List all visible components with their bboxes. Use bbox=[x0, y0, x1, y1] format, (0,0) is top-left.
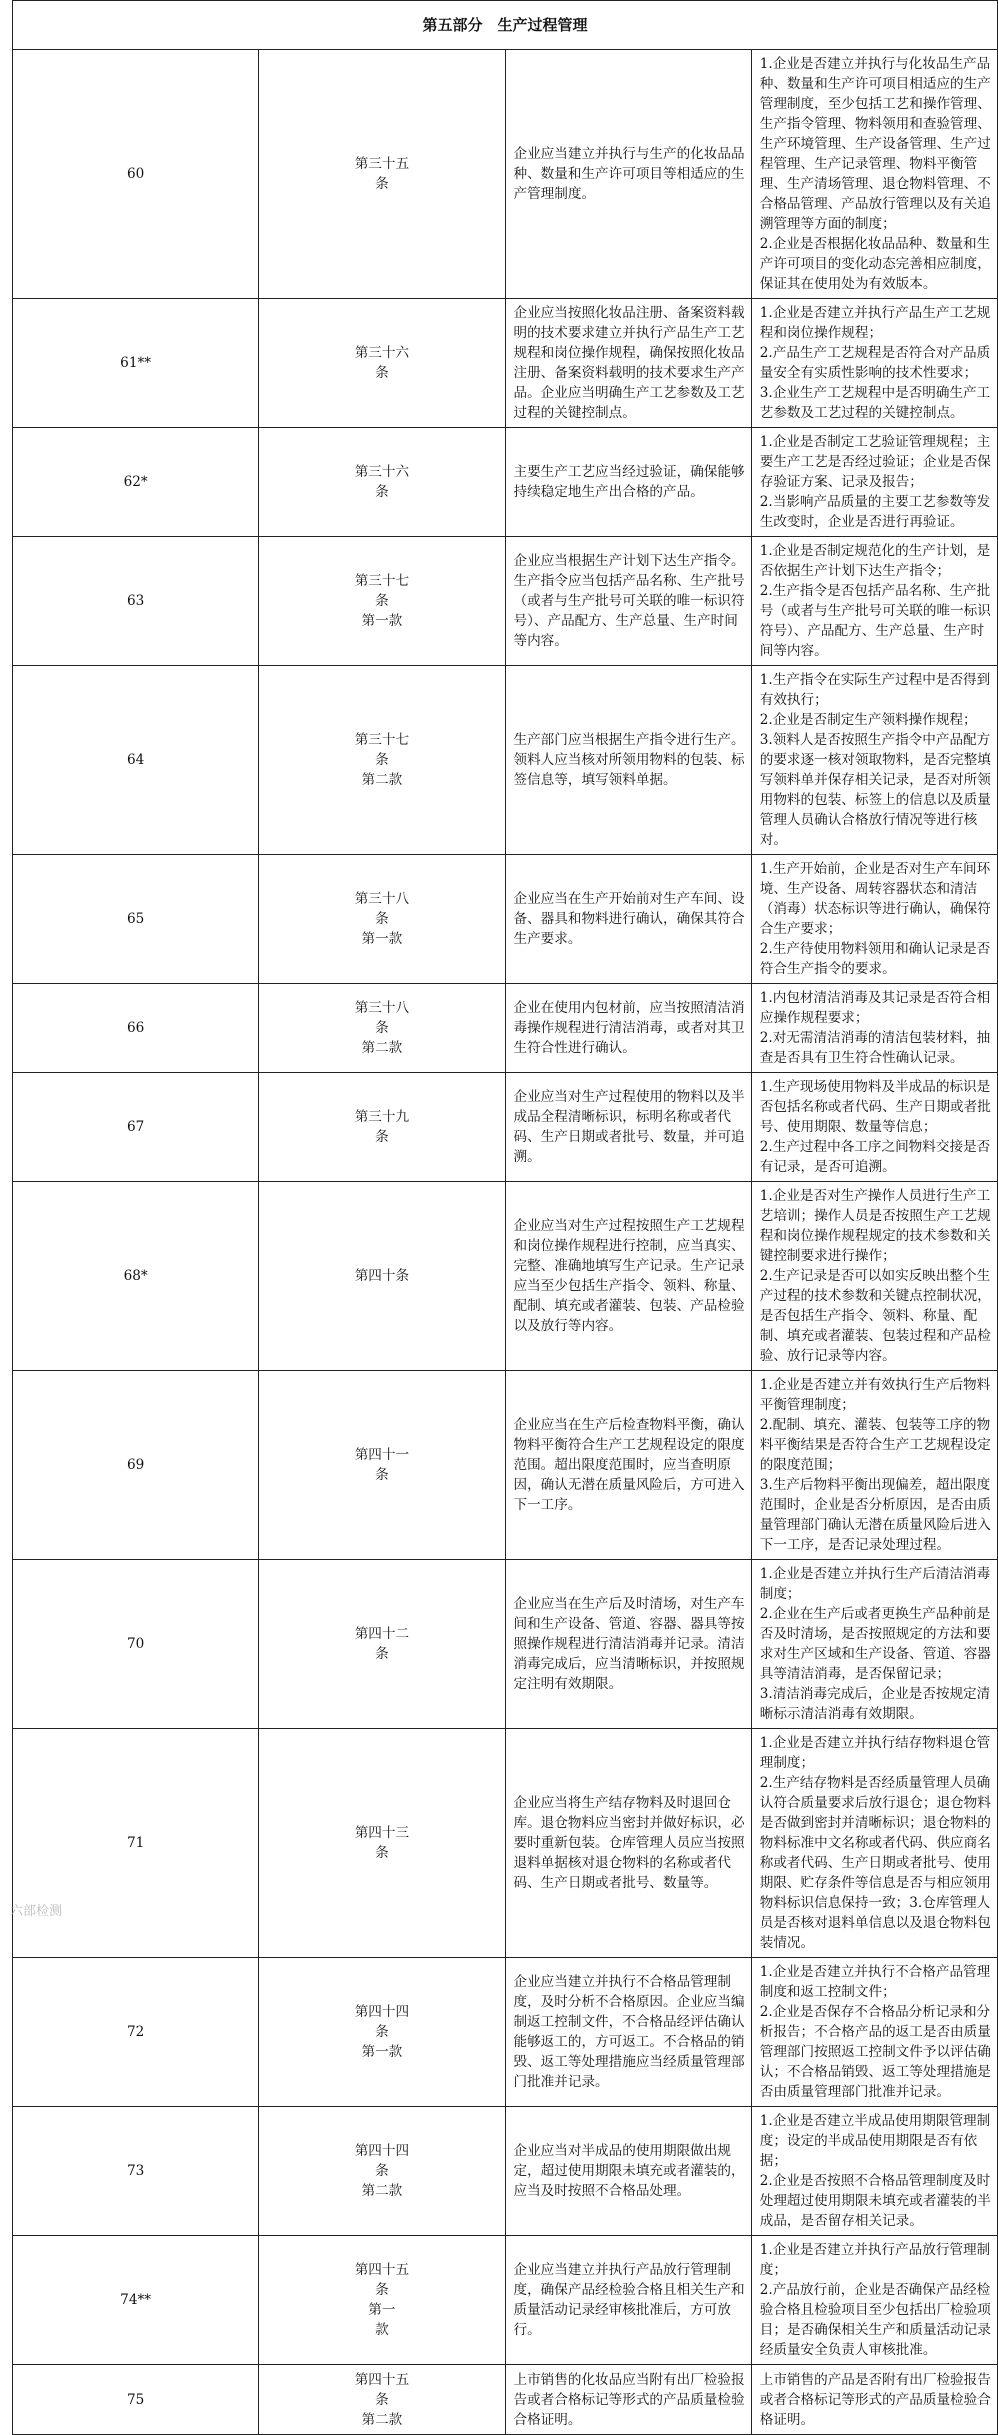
article-line: 款 bbox=[375, 2322, 389, 2338]
requirement-text: 企业应当按照化妆品注册、备案资料载明的技术要求建立并执行产品生产工艺规程和岗位操作规程，确保按照化妆品注册、备案资料载明的技术要求生产产品。企业应当明确生产工艺参数及工艺过程的关键控制点。 bbox=[505, 299, 751, 428]
check-item: 3.生产后物料平衡出现偏差，超出限度范围时，企业是否分析原因，是否由质量管理部门确认无潜在质量风险后进入下一工序，是否记录处理过程。 bbox=[759, 1477, 991, 1553]
article-line: 条 bbox=[375, 593, 389, 609]
article-line: 第四十条 bbox=[354, 1268, 410, 1284]
article-line: 条 bbox=[375, 365, 389, 381]
article-line: 第二款 bbox=[361, 2411, 403, 2428]
check-item: 2.企业在生产后或者更换生产品种前是否及时清场，是否按照规定的方法和要求对生产区域和生产设备、管道、容器具等清洁消毒，是否保留记录； bbox=[759, 1606, 991, 1682]
inspection-checks bbox=[751, 428, 997, 537]
table-row bbox=[13, 1958, 998, 2107]
item-number: 66 bbox=[13, 984, 259, 1073]
article-line: 条 bbox=[375, 2391, 389, 2408]
check-item: 1.企业是否建立并执行生产后清洁消毒制度； bbox=[759, 1566, 991, 1602]
requirement-text: 企业应当在生产后检查物料平衡，确认物料平衡符合生产工艺规程设定的限度范围。超出限度范围时，应当查明原因，确认无潜在质量风险后，方可进入下一工序。 bbox=[505, 1371, 751, 1560]
table-row bbox=[13, 299, 998, 428]
check-item: 1.企业是否建立并执行产品放行管理制度； bbox=[759, 2242, 991, 2278]
article-reference bbox=[259, 1958, 505, 2107]
check-item: 1.生产指令在实际生产过程中是否得到有效执行； bbox=[759, 672, 991, 708]
check-item: 1.企业是否建立并执行不合格产品管理制度和返工控制文件； bbox=[759, 1964, 991, 2000]
inspection-checks bbox=[751, 1371, 997, 1560]
article-line: 条 bbox=[375, 2024, 389, 2040]
table-row bbox=[13, 1729, 998, 1958]
inspection-checks bbox=[751, 1729, 997, 1958]
table-row bbox=[13, 666, 998, 855]
requirement-text: 企业在使用内包材前，应当按照清洁消毒操作规程进行清洁消毒，或者对其卫生符合性进行确认。 bbox=[505, 984, 751, 1073]
inspection-table bbox=[12, 0, 998, 2435]
check-item: 1.企业是否建立并执行结存物料退仓管理制度； bbox=[759, 1735, 991, 1771]
article-line: 第三十八 bbox=[354, 891, 410, 907]
article-line: 第一款 bbox=[361, 2044, 403, 2060]
table-body bbox=[13, 50, 998, 2435]
article-line: 第三十六 bbox=[354, 345, 410, 361]
check-item: 2.生产指令是否包括产品名称、生产批号（或者与生产批号可关联的唯一标识符号）、产品配方、生产总量、生产时间等内容。 bbox=[759, 583, 991, 659]
requirement-text: 企业应当建立并执行产品放行管理制度，确保产品经检验合格且相关生产和质量活动记录经审核批准后，方可放行。 bbox=[505, 2236, 751, 2365]
inspection-table-sheet bbox=[12, 0, 998, 2435]
article-line: 第三十六 bbox=[354, 464, 410, 480]
check-item: 1.企业是否建立并有效执行生产后物料平衡管理制度； bbox=[759, 1377, 991, 1413]
article-reference bbox=[259, 2365, 505, 2435]
item-number: 64 bbox=[13, 666, 259, 855]
table-row bbox=[13, 537, 998, 666]
article-reference bbox=[259, 984, 505, 1073]
item-number: 69 bbox=[13, 1371, 259, 1560]
table-row bbox=[13, 2365, 998, 2435]
check-item: 2.配制、填充、灌装、包装等工序的物料平衡结果是否符合生产工艺规程设定的限度范围； bbox=[759, 1417, 991, 1473]
requirement-text: 企业应当根据生产计划下达生产指令。生产指令应当包括产品名称、生产批号（或者与生产批号可关联的唯一标识符号）、产品配方、生产总量、生产时间等内容。 bbox=[505, 537, 751, 666]
article-line: 第三十七 bbox=[354, 732, 410, 748]
article-line: 第一款 bbox=[361, 613, 403, 629]
item-number: 61** bbox=[13, 299, 259, 428]
requirement-text: 企业应当建立并执行与生产的化妆品品种、数量和生产许可项目等相适应的生产管理制度。 bbox=[505, 50, 751, 299]
inspection-checks bbox=[751, 1560, 997, 1729]
table-row bbox=[13, 2107, 998, 2236]
article-line: 条 bbox=[375, 2163, 389, 2179]
check-item: 1.企业是否建立并执行产品生产工艺规程和岗位操作规程； bbox=[759, 305, 991, 341]
section-header-row bbox=[13, 1, 998, 50]
article-line: 第四十五 bbox=[354, 2262, 410, 2278]
article-line: 条 bbox=[375, 1129, 389, 1145]
check-item: 1.内包材清洁消毒及其记录是否符合相应操作规程要求； bbox=[759, 990, 991, 1026]
article-line: 第三十九 bbox=[354, 1109, 410, 1125]
section-title: 第五部分 生产过程管理 bbox=[13, 1, 998, 50]
table-row bbox=[13, 984, 998, 1073]
article-reference bbox=[259, 2107, 505, 2236]
article-reference bbox=[259, 855, 505, 984]
check-item: 2.产品放行前，企业是否确保产品经检验合格且检验项目至少包括出厂检验项目；是否确保相关生产和质量活动记录经质量安全负责人审核批准。 bbox=[759, 2282, 991, 2358]
check-item: 1.企业是否建立半成品使用期限管理制度；设定的半成品使用期限是否有依据； bbox=[759, 2113, 991, 2169]
inspection-checks bbox=[751, 855, 997, 984]
item-number: 63 bbox=[13, 537, 259, 666]
item-number: 62* bbox=[13, 428, 259, 537]
item-number: 75 bbox=[13, 2365, 259, 2435]
article-reference bbox=[259, 1560, 505, 1729]
check-item: 1.企业是否对生产操作人员进行生产工艺培训；操作人员是否按照生产工艺规程和岗位操作规程规定的技术参数和关键控制要求进行操作； bbox=[759, 1188, 991, 1264]
inspection-checks bbox=[751, 2107, 997, 2236]
article-line: 第三十五 bbox=[354, 156, 410, 172]
article-line: 第四十四 bbox=[354, 2004, 410, 2020]
inspection-checks bbox=[751, 1958, 997, 2107]
requirement-text: 上市销售的化妆品应当附有出厂检验报告或者合格标记等形式的产品质量检验合格证明。 bbox=[505, 2365, 751, 2435]
requirement-text: 企业应当对生产过程按照生产工艺规程和岗位操作规程进行控制，应当真实、完整、准确地填写生产记录。生产记录应当至少包括生产指令、领料、称量、配制、填充或者灌装、包装、产品检验以及放行等内容。 bbox=[505, 1182, 751, 1371]
table-row bbox=[13, 2236, 998, 2365]
article-reference bbox=[259, 1073, 505, 1182]
article-line: 第二款 bbox=[361, 1040, 403, 1056]
inspection-checks bbox=[751, 2236, 997, 2365]
inspection-checks bbox=[751, 50, 997, 299]
item-number: 67 bbox=[13, 1073, 259, 1182]
check-item: 上市销售的产品是否附有出厂检验报告或者合格标记等形式的产品质量检验合格证明。 bbox=[759, 2371, 991, 2428]
check-item: 2.企业是否根据化妆品品种、数量和生产许可项目的变化动态完善相应制度，保证其在使用处为有效版本。 bbox=[759, 236, 991, 292]
table-row bbox=[13, 1182, 998, 1371]
article-line: 第二款 bbox=[361, 772, 403, 788]
inspection-checks bbox=[751, 1073, 997, 1182]
item-number: 73 bbox=[13, 2107, 259, 2236]
requirement-text: 企业应当将生产结存物料及时退回仓库。退仓物料应当密封并做好标识，必要时重新包装。仓库管理人员应当按照退料单据核对退仓物料的名称或者代码、生产日期或者批号、数量等。 bbox=[505, 1729, 751, 1958]
check-item: 2.企业是否保存不合格品分析记录和分析报告；不合格产品的返工是否由质量管理部门按照返工控制文件予以评估确认；不合格品销毁、返工等处理措施是否由质量管理部门批准并记录。 bbox=[759, 2004, 991, 2100]
item-number: 65 bbox=[13, 855, 259, 984]
inspection-checks bbox=[751, 2365, 997, 2435]
check-item: 2.对无需清洁消毒的清洁包装材料，抽查是否具有卫生符合性确认记录。 bbox=[759, 1030, 991, 1066]
inspection-checks bbox=[751, 1182, 997, 1371]
inspection-checks bbox=[751, 666, 997, 855]
article-reference bbox=[259, 1371, 505, 1560]
article-line: 第二款 bbox=[361, 2183, 403, 2199]
article-reference bbox=[259, 537, 505, 666]
article-line: 条 bbox=[375, 484, 389, 500]
requirement-text: 生产部门应当根据生产指令进行生产。领料人应当核对所领用物料的包装、标签信息等，填写领料单据。 bbox=[505, 666, 751, 855]
article-line: 条 bbox=[375, 176, 389, 192]
requirement-text: 企业应当对生产过程使用的物料以及半成品全程清晰标识，标明名称或者代码、生产日期或者批号、数量，并可追溯。 bbox=[505, 1073, 751, 1182]
article-line: 条 bbox=[375, 1845, 389, 1861]
check-item: 3.领料人是否按照生产指令中产品配方的要求逐一核对领取物料，是否完整填写领料单并保存相关记录，是否对所领用物料的包装、标签上的信息以及质量管理人员确认合格放行情况等进行核对。 bbox=[759, 732, 991, 848]
article-reference bbox=[259, 1182, 505, 1371]
article-reference bbox=[259, 666, 505, 855]
requirement-text: 企业应当对半成品的使用期限做出规定，超过使用期限未填充或者灌装的，应当及时按照不合格品处理。 bbox=[505, 2107, 751, 2236]
check-item: 3.企业生产工艺规程中是否明确生产工艺参数及工艺过程的关键控制点。 bbox=[759, 385, 991, 421]
check-item: 2.产品生产工艺规程是否符合对产品质量安全有实质性影响的技术性要求； bbox=[759, 345, 991, 381]
check-item: 2.生产过程中各工序之间物料交接是否有记录，是否可追溯。 bbox=[759, 1139, 991, 1175]
table-row bbox=[13, 855, 998, 984]
requirement-text: 企业应当建立并执行不合格品管理制度，及时分析不合格原因。企业应当编制返工控制文件，不合格品经评估确认能够返工的，方可返工。不合格品的销毁、返工等处理措施应当经质量管理部门批准并记录。 bbox=[505, 1958, 751, 2107]
article-line: 条 bbox=[375, 1646, 389, 1662]
article-line: 第三十七 bbox=[354, 573, 410, 589]
check-item: 2.生产记录是否可以如实反映出整个生产过程的技术参数和关键点控制状况，是否包括生产指令、领料、称量、配制、填充或者灌装、包装过程和产品检验、放行记录等内容。 bbox=[759, 1268, 991, 1364]
requirement-text: 企业应当在生产后及时清场，对生产车间和生产设备、管道、容器、器具等按照操作规程进行清洁消毒并记录。清洁消毒完成后，应当清晰标识，并按照规定注明有效期限。 bbox=[505, 1560, 751, 1729]
article-line: 第四十三 bbox=[354, 1825, 410, 1841]
item-number: 72 bbox=[13, 1958, 259, 2107]
article-reference bbox=[259, 428, 505, 537]
article-line: 条 bbox=[375, 911, 389, 927]
article-line: 第四十四 bbox=[354, 2143, 410, 2159]
article-reference bbox=[259, 50, 505, 299]
check-item: 2.企业是否按照不合格品管理制度及时处理超过使用期限未填充或者灌装的半成品，是否留存相关记录。 bbox=[759, 2173, 991, 2229]
article-reference bbox=[259, 299, 505, 428]
table-row bbox=[13, 428, 998, 537]
article-line: 第一 bbox=[368, 2302, 396, 2318]
article-line: 第三十八 bbox=[354, 1000, 410, 1016]
requirement-text: 企业应当在生产开始前对生产车间、设备、器具和物料进行确认，确保其符合生产要求。 bbox=[505, 855, 751, 984]
check-item: 2.生产待使用物料领用和确认记录是否符合生产指令的要求。 bbox=[759, 941, 991, 977]
check-item: 2.企业是否制定生产领料操作规程； bbox=[759, 712, 977, 728]
article-line: 条 bbox=[375, 752, 389, 768]
inspection-checks bbox=[751, 537, 997, 666]
check-item: 2.当影响产品质量的主要工艺参数等发生改变时，企业是否进行再验证。 bbox=[759, 494, 991, 530]
check-item: 1.企业是否制定规范化的生产计划，是否依据生产计划下达生产指令； bbox=[759, 543, 991, 579]
check-item: 2.生产结存物料是否经质量管理人员确认符合质量要求后放行退仓；退仓物料是否做到密封并清晰标识；退仓物料的物料标准中文名称或者代码、供应商名称或者代码、生产日期或者批号、使用期限、贮存条件等信息是否与相应领用物料标识信息保持一致；3.仓库管理人员是否核对退料单信息以及退仓物料包装情况。 bbox=[759, 1775, 991, 1951]
article-line: 第一款 bbox=[361, 931, 403, 947]
table-row bbox=[13, 1073, 998, 1182]
article-line: 条 bbox=[375, 2282, 389, 2298]
inspection-checks bbox=[751, 299, 997, 428]
item-number: 74** bbox=[13, 2236, 259, 2365]
article-line: 第四十二 bbox=[354, 1626, 410, 1642]
article-line: 第四十一 bbox=[354, 1447, 410, 1463]
table-row bbox=[13, 50, 998, 299]
check-item: 1.生产开始前，企业是否对生产车间环境、生产设备、周转容器状态和清洁（消毒）状态标识等进行确认，确保符合生产要求； bbox=[759, 861, 991, 937]
requirement-text: 主要生产工艺应当经过验证，确保能够持续稳定地生产出合格的产品。 bbox=[505, 428, 751, 537]
table-row bbox=[13, 1371, 998, 1560]
check-item: 1.生产现场使用物料及半成品的标识是否包括名称或者代码、生产日期或者批号、使用期限、数量等信息； bbox=[759, 1079, 991, 1135]
article-line: 条 bbox=[375, 1020, 389, 1036]
article-reference bbox=[259, 1729, 505, 1958]
item-number: 71 bbox=[13, 1729, 259, 1958]
check-item: 1.企业是否建立并执行与化妆品生产品种、数量和生产许可项目相适应的生产管理制度，至少包括工艺和操作管理、生产指令管理、物料领用和查验管理、生产环境管理、生产设备管理、生产过程管理、生产记录管理、物料平衡管理、生产清场管理、退仓物料管理、不合格品管理、产品放行管理以及有关追溯管理等方面的制度； bbox=[759, 56, 991, 232]
check-item: 3.清洁消毒完成后，企业是否按规定清晰标示清洁消毒有效期限。 bbox=[759, 1686, 991, 1722]
article-reference bbox=[259, 2236, 505, 2365]
article-line: 第四十五 bbox=[354, 2371, 410, 2388]
item-number: 60 bbox=[13, 50, 259, 299]
inspection-checks bbox=[751, 984, 997, 1073]
article-line: 条 bbox=[375, 1467, 389, 1483]
watermark-logo: 六部检测 bbox=[10, 1904, 63, 1919]
item-number: 68* bbox=[13, 1182, 259, 1371]
check-item: 1.企业是否制定工艺验证管理规程；主要生产工艺是否经过验证；企业是否保存验证方案、记录及报告； bbox=[759, 434, 991, 490]
table-row bbox=[13, 1560, 998, 1729]
item-number: 70 bbox=[13, 1560, 259, 1729]
